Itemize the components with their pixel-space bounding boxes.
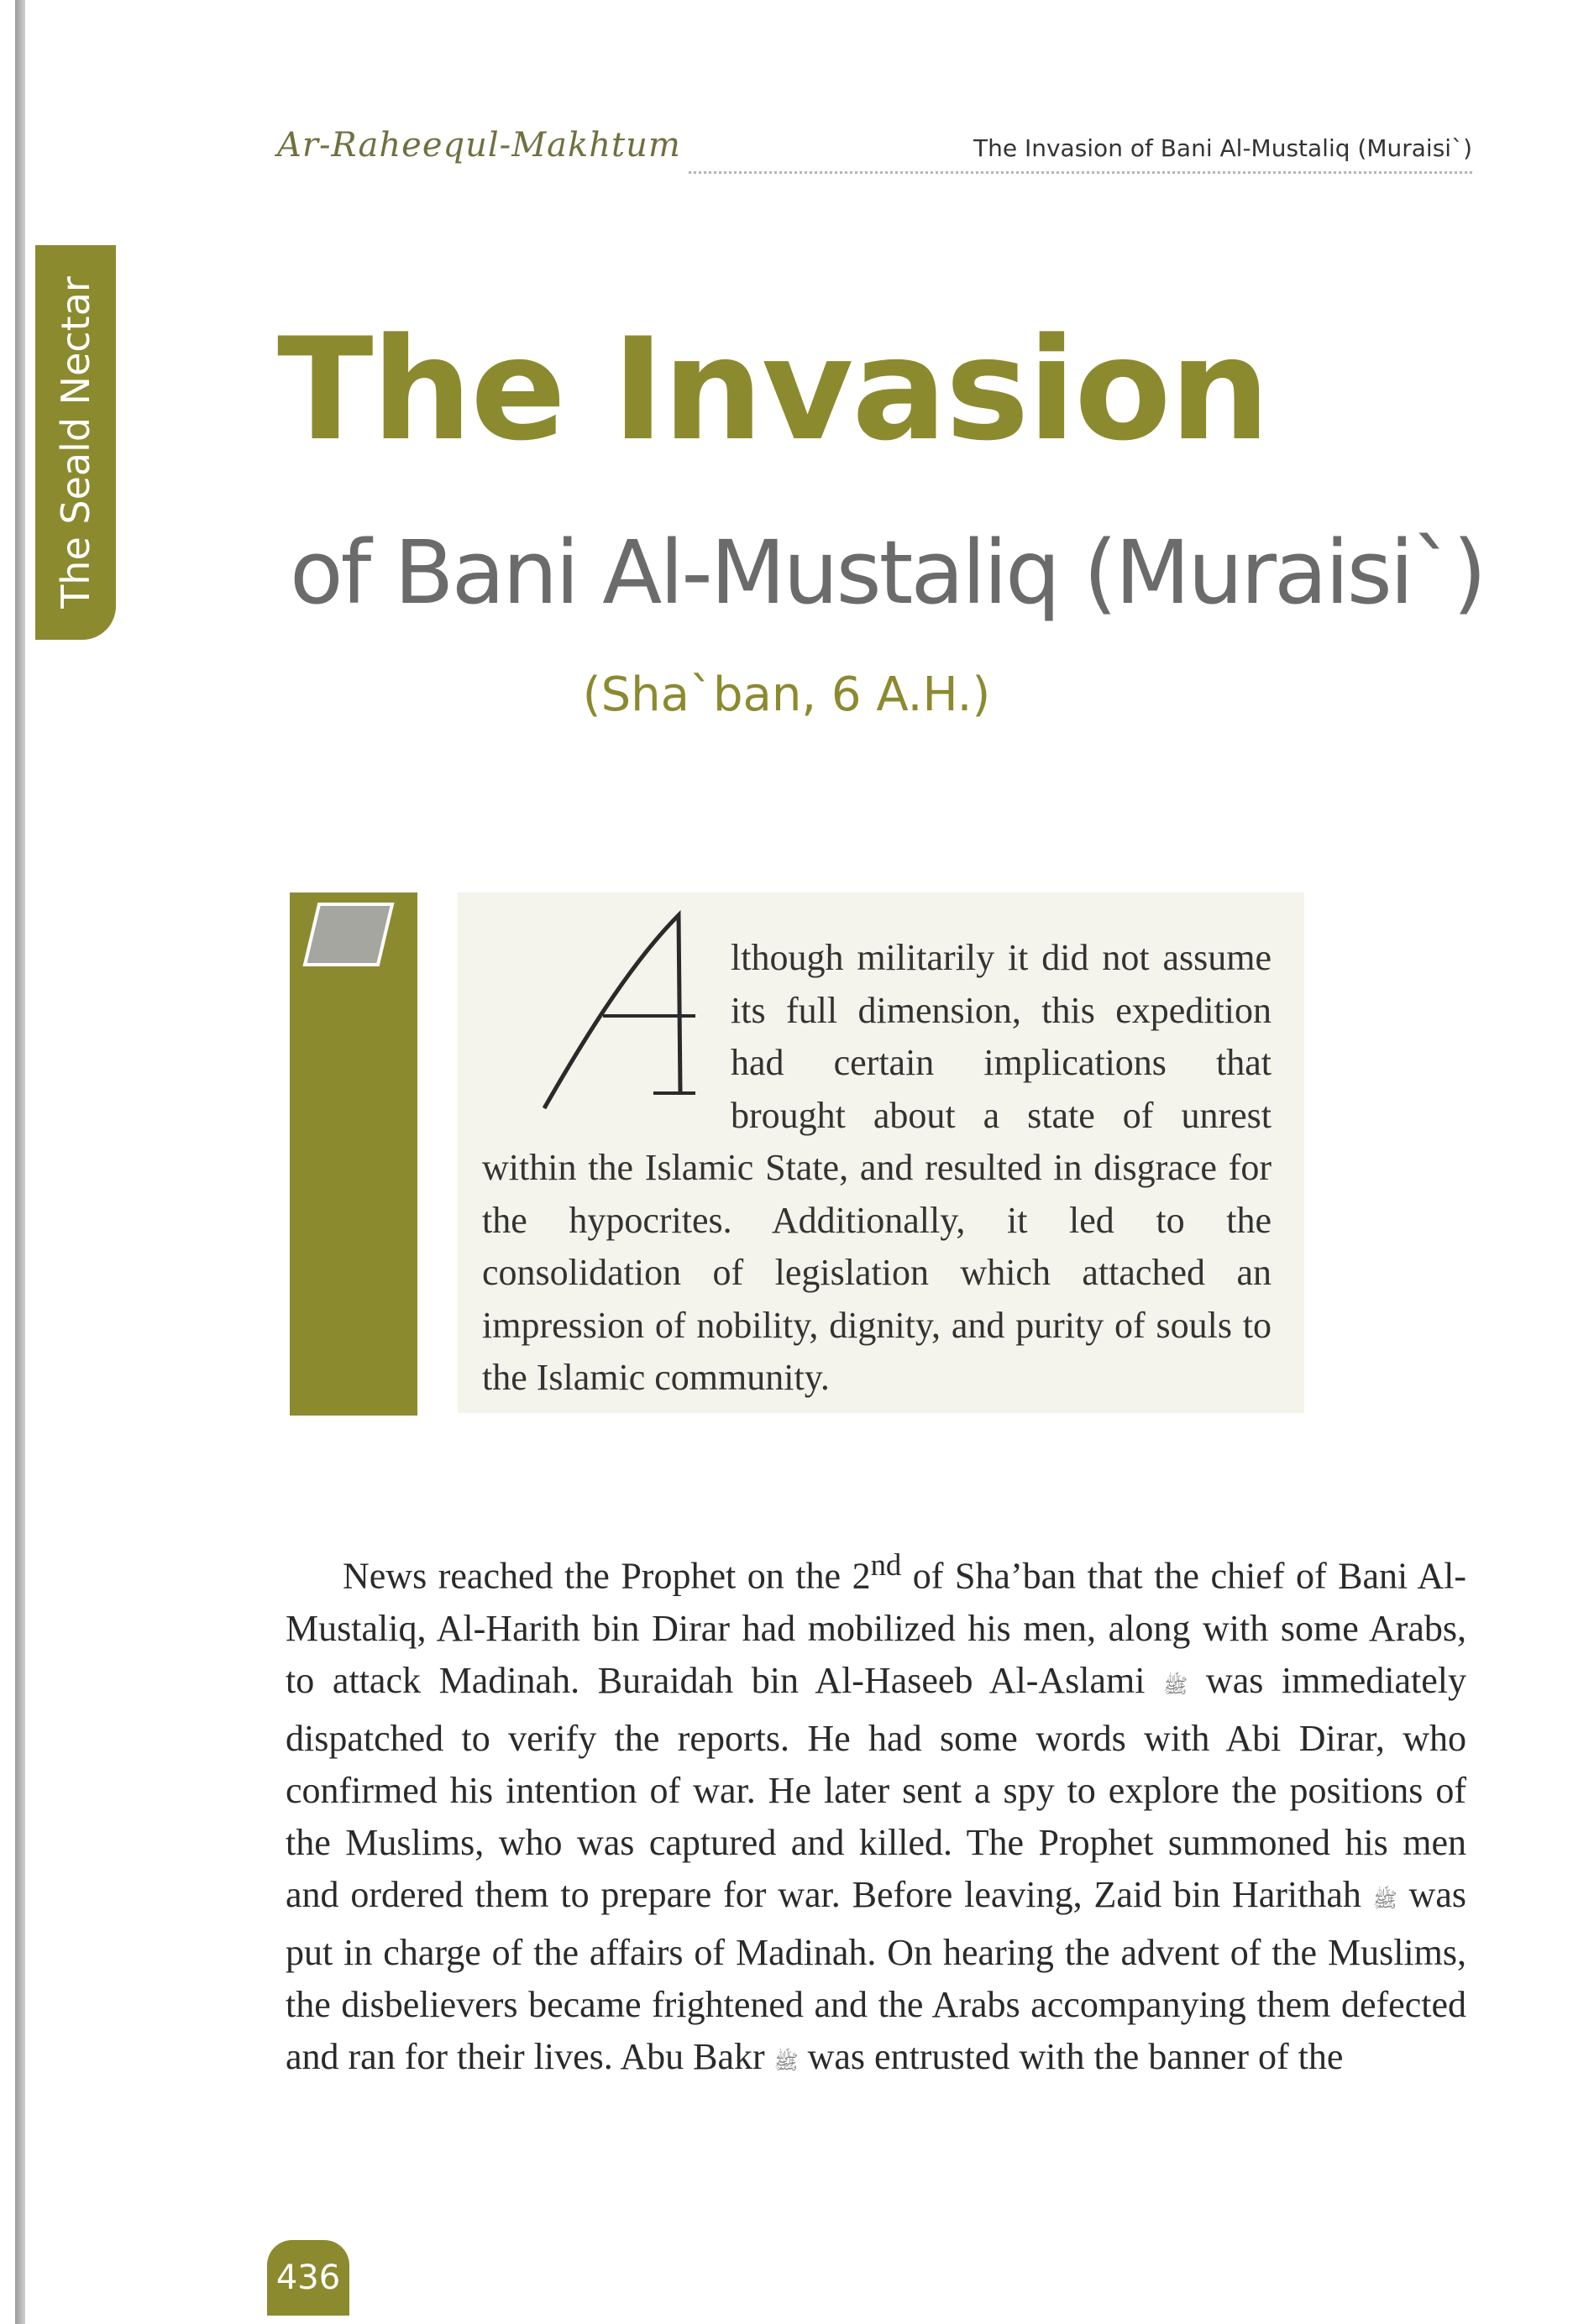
running-head-chapter-title: The Invasion of Bani Al-Mustaliq (Muraisi`) <box>973 134 1472 162</box>
body-text-part-1: News reached the Prophet on the 2 <box>343 1555 871 1597</box>
ordinal-superscript: nd <box>870 1547 902 1582</box>
side-tab-label: The Seald Nectar <box>53 276 99 609</box>
header-dotted-rule <box>689 171 1472 174</box>
page-number: 436 <box>267 2240 349 2316</box>
side-tab <box>35 245 116 640</box>
running-head-book-title: Ar-Raheequl-Makhtum <box>277 126 681 165</box>
honorific-icon: ﷺ <box>1163 1675 1188 1698</box>
chapter-date: (Sha`ban, 6 A.H.) <box>582 667 991 722</box>
intro-text: lthough militarily it did not assume its full dimension, this expedition had certain implications that brought about a state of unrest within the Islamic State, and resulted in disgrace for the hypocrites. Additionally, it led to the consolidation of legislation which attached an impression of nobility, dignity, and purity of souls to the Islamic community. <box>482 937 1272 1398</box>
page-edge-shadow <box>15 0 25 2324</box>
honorific-icon: ﷺ <box>773 2051 799 2074</box>
body-text-part-2: of Sha’ban that the chief of Bani Al-Mustaliq, Al-Harith bin Dirar had mobilized his men, along with some Arabs, to attack Madinah. Buraidah bin Al-Haseeb Al-Aslami <box>286 1555 1467 1701</box>
quote-side-bar <box>290 892 417 1416</box>
chapter-subtitle: of Bani Al-Mustaliq (Muraisi`) <box>290 521 1485 624</box>
body-text-part-5: was entrusted with the banner of the <box>798 2035 1344 2077</box>
body-text-part-3: was immediately dispatched to verify the reports. He had some words with Abi Dirar, who confirmed his intention of war. He later sent a spy to explore the positions of the Muslims, who was captured and killed. The Prophet summoned his men and ordered them to prepare for war. Before leaving, Zaid bin Harithah <box>286 1659 1466 1915</box>
chapter-title: The Invasion <box>277 307 1269 472</box>
parallelogram-icon <box>290 892 417 1416</box>
body-text-part-4: was put in charge of the affairs of Madinah. On hearing the advent of the Muslims, the disbelievers became frightened and the Arabs accompanying them defected and ran for their lives. Abu Bakr <box>286 1873 1466 2077</box>
body-paragraph <box>286 1539 1466 2089</box>
honorific-icon: ﷺ <box>1372 1889 1397 1912</box>
intro-paragraph <box>482 932 1272 1405</box>
